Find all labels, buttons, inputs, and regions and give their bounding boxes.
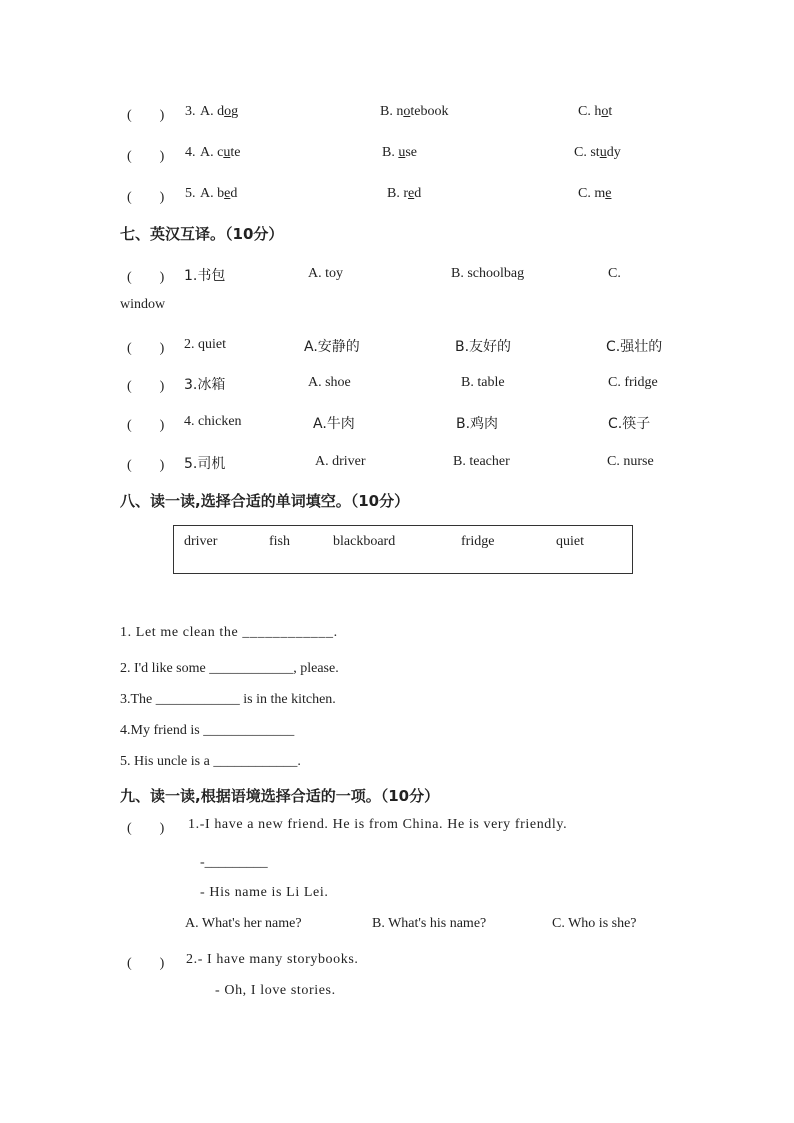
- item-number: 5.: [185, 186, 196, 201]
- word-bank-item: quiet: [556, 534, 584, 549]
- answer-paren[interactable]: ( ): [127, 149, 165, 164]
- option-b: B.鸡肉: [456, 416, 499, 432]
- option-c: C.: [608, 266, 621, 281]
- option-c: C. nurse: [607, 454, 654, 469]
- answer-paren[interactable]: ( ): [127, 190, 165, 205]
- word-bank-item: fish: [269, 534, 290, 549]
- dialogue-blank[interactable]: -_________: [200, 855, 268, 870]
- option-a: A. dog: [200, 104, 239, 119]
- answer-paren[interactable]: ( ): [127, 108, 165, 123]
- fill-sentence-5[interactable]: 5. His uncle is a ____________.: [120, 754, 301, 769]
- item-number: 3.: [185, 104, 196, 119]
- dialogue-line: 2.- I have many storybooks.: [186, 952, 359, 967]
- option-a: A. bed: [200, 186, 238, 201]
- option-a: A.牛肉: [313, 416, 355, 432]
- answer-paren[interactable]: ( ): [127, 418, 165, 433]
- word-bank-item: driver: [184, 534, 218, 549]
- item-prompt: 3.冰箱: [184, 377, 226, 393]
- dialogue-line: 1.-I have a new friend. He is from China. He is very friendly.: [188, 817, 568, 832]
- option-a: A. cute: [200, 145, 241, 160]
- item-prompt: 2. quiet: [184, 337, 226, 352]
- item-prompt: 5.司机: [184, 456, 226, 472]
- option-b: B. use: [382, 145, 418, 160]
- option-a: A. shoe: [308, 375, 351, 390]
- option-c: C.强壮的: [606, 339, 663, 355]
- answer-paren[interactable]: ( ): [127, 458, 165, 473]
- option-c: C.筷子: [608, 416, 651, 432]
- dialogue-line: - His name is Li Lei.: [200, 885, 329, 900]
- item-prompt: 4. chicken: [184, 414, 242, 429]
- option-b: B. notebook: [380, 104, 449, 119]
- word-bank-item: fridge: [461, 534, 495, 549]
- option-c: C. hot: [578, 104, 613, 119]
- fill-sentence-1[interactable]: 1. Let me clean the ____________.: [120, 625, 338, 640]
- option-b: B. teacher: [453, 454, 510, 469]
- answer-paren[interactable]: ( ): [127, 270, 165, 285]
- option-b: B. red: [387, 186, 422, 201]
- option-a: A. toy: [308, 266, 343, 281]
- fill-sentence-3[interactable]: 3.The ____________ is in the kitchen.: [120, 692, 336, 707]
- option-c: C. study: [574, 145, 621, 160]
- option-b: B.友好的: [455, 339, 512, 355]
- option-b: B. schoolbag: [451, 266, 525, 281]
- item-prompt: 1.书包: [184, 268, 226, 284]
- option-c: C. me: [578, 186, 612, 201]
- option-c-wrap: window: [120, 297, 166, 312]
- option-b: B. What's his name?: [372, 916, 487, 931]
- option-a: A. driver: [315, 454, 366, 469]
- option-c: C. fridge: [608, 375, 658, 390]
- answer-paren[interactable]: ( ): [127, 956, 165, 971]
- section-8-heading: 八、读一读,选择合适的单词填空。（10分）: [120, 492, 410, 510]
- section-9-heading: 九、读一读,根据语境选择合适的一项。（10分）: [120, 787, 440, 805]
- word-bank-item: blackboard: [333, 534, 396, 549]
- answer-paren[interactable]: ( ): [127, 379, 165, 394]
- option-a: A.安静的: [304, 339, 360, 355]
- word-bank: [173, 525, 633, 574]
- option-a: A. What's her name?: [185, 916, 302, 931]
- answer-paren[interactable]: ( ): [127, 341, 165, 356]
- answer-paren[interactable]: ( ): [127, 821, 165, 836]
- option-b: B. table: [461, 375, 505, 390]
- dialogue-line: - Oh, I love stories.: [215, 983, 336, 998]
- fill-sentence-2[interactable]: 2. I'd like some ____________, please.: [120, 661, 339, 676]
- item-number: 4.: [185, 145, 196, 160]
- section-7-heading: 七、英汉互译。（10分）: [120, 225, 284, 243]
- fill-sentence-4[interactable]: 4.My friend is _____________: [120, 723, 295, 738]
- option-c: C. Who is she?: [552, 916, 637, 931]
